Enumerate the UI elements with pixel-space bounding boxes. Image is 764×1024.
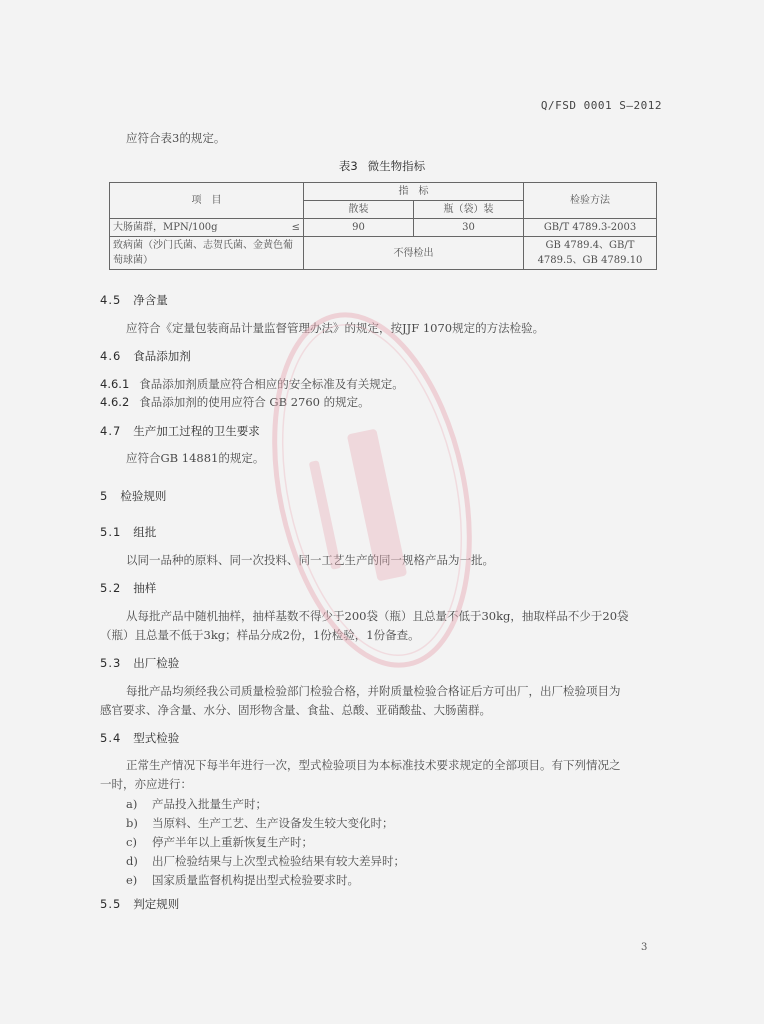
- intro-text: 应符合表3的规定。: [126, 131, 226, 145]
- section-4-5-text: 应符合《定量包装商品计量监督管理办法》的规定，按JJF 1070规定的方法检验。: [126, 321, 545, 335]
- table-row: [110, 237, 657, 270]
- list-item: e) 国家质量监督机构提出型式检验要求时。: [126, 873, 359, 887]
- section-5-4-text-line1: 正常生产情况下每半年进行一次，型式检验项目为本标准技术要求规定的全部项目。有下列情况之: [126, 758, 621, 772]
- coliform-label: 大肠菌群，MPN/100g: [113, 222, 218, 233]
- header-bulk: 散装: [304, 201, 414, 219]
- section-5-2-text-line1: 从每批产品中随机抽样，抽样基数不得少于200袋（瓶）且总量不低于30kg，抽取样品不少于20袋: [126, 609, 629, 623]
- section-4-6-heading: 4.6 食品添加剂: [100, 349, 191, 363]
- section-4-7-text: 应符合GB 14881的规定。: [126, 451, 265, 465]
- cell-method: GB/T 4789.3-2003: [524, 219, 657, 237]
- header-index: 指 标: [304, 183, 524, 201]
- leq-sign: ≤: [291, 222, 300, 233]
- section-5-2-text-line2: （瓶）且总量不低于3kg；样品分成2份，1份检验，1份备查。: [100, 628, 420, 642]
- section-5-2-heading: 5.2 抽样: [100, 581, 157, 595]
- cell-bulk: 90: [304, 219, 414, 237]
- microbial-indicator-table: [109, 182, 657, 270]
- section-4-7-heading: 4.7 生产加工过程的卫生要求: [100, 424, 260, 438]
- section-4-5-heading: 4.5 净含量: [100, 293, 168, 307]
- list-item: c) 停产半年以上重新恢复生产时；: [126, 835, 313, 849]
- header-item: 项 目: [110, 183, 304, 219]
- table-row: [110, 219, 657, 237]
- table-caption-title: 微生物指标: [367, 159, 426, 173]
- section-5-5-heading: 5.5 判定规则: [100, 897, 180, 911]
- page-number: 3: [641, 942, 648, 953]
- section-5-1-text: 以同一品种的原料、同一次投料、同一工艺生产的同一规格产品为一批。: [126, 553, 494, 567]
- cell-item: [110, 219, 304, 237]
- section-5-3-heading: 5.3 出厂检验: [100, 656, 180, 670]
- section-5-4-heading: 5.4 型式检验: [100, 731, 180, 745]
- list-item: d) 出厂检验结果与上次型式检验结果有较大差异时；: [126, 854, 405, 868]
- section-5-3-text-line2: 感官要求、净含量、水分、固形物含量、食盐、总酸、亚硝酸盐、大肠菌群。: [100, 703, 491, 717]
- cell-merged-value: 不得检出: [304, 237, 524, 270]
- section-4-6-2: 4.6.2 食品添加剂的使用应符合 GB 2760 的规定。: [100, 395, 370, 409]
- section-5-1-heading: 5.1 组批: [100, 525, 157, 539]
- standard-number: Q/FSD 0001 S—2012: [540, 99, 662, 112]
- list-item: a) 产品投入批量生产时；: [126, 797, 267, 811]
- cell-item: 致病菌（沙门氏菌、志贺氏菌、金黄色葡萄球菌）: [110, 237, 304, 270]
- table-header-row: [110, 183, 657, 201]
- list-item: b) 当原料、生产工艺、生产设备发生较大变化时；: [126, 816, 394, 830]
- section-5-heading: 5 检验规则: [100, 489, 167, 503]
- cell-method: GB 4789.4、GB/T 4789.5、GB 4789.10: [524, 237, 657, 270]
- header-method: 检验方法: [524, 183, 657, 219]
- table-caption: [0, 158, 764, 174]
- section-4-6-1: 4.6.1 食品添加剂质量应符合相应的安全标准及有关规定。: [100, 377, 404, 391]
- seal-ring: [245, 297, 499, 683]
- table-caption-number: 表3: [338, 159, 358, 173]
- section-5-4-text-line2: 一时，亦应进行：: [100, 777, 192, 791]
- cell-bottled: 30: [414, 219, 524, 237]
- section-5-3-text-line1: 每批产品均须经我公司质量检验部门检验合格，并附质量检验合格证后方可出厂，出厂检验项目为: [126, 684, 621, 698]
- header-bottled: 瓶（袋）装: [414, 201, 524, 219]
